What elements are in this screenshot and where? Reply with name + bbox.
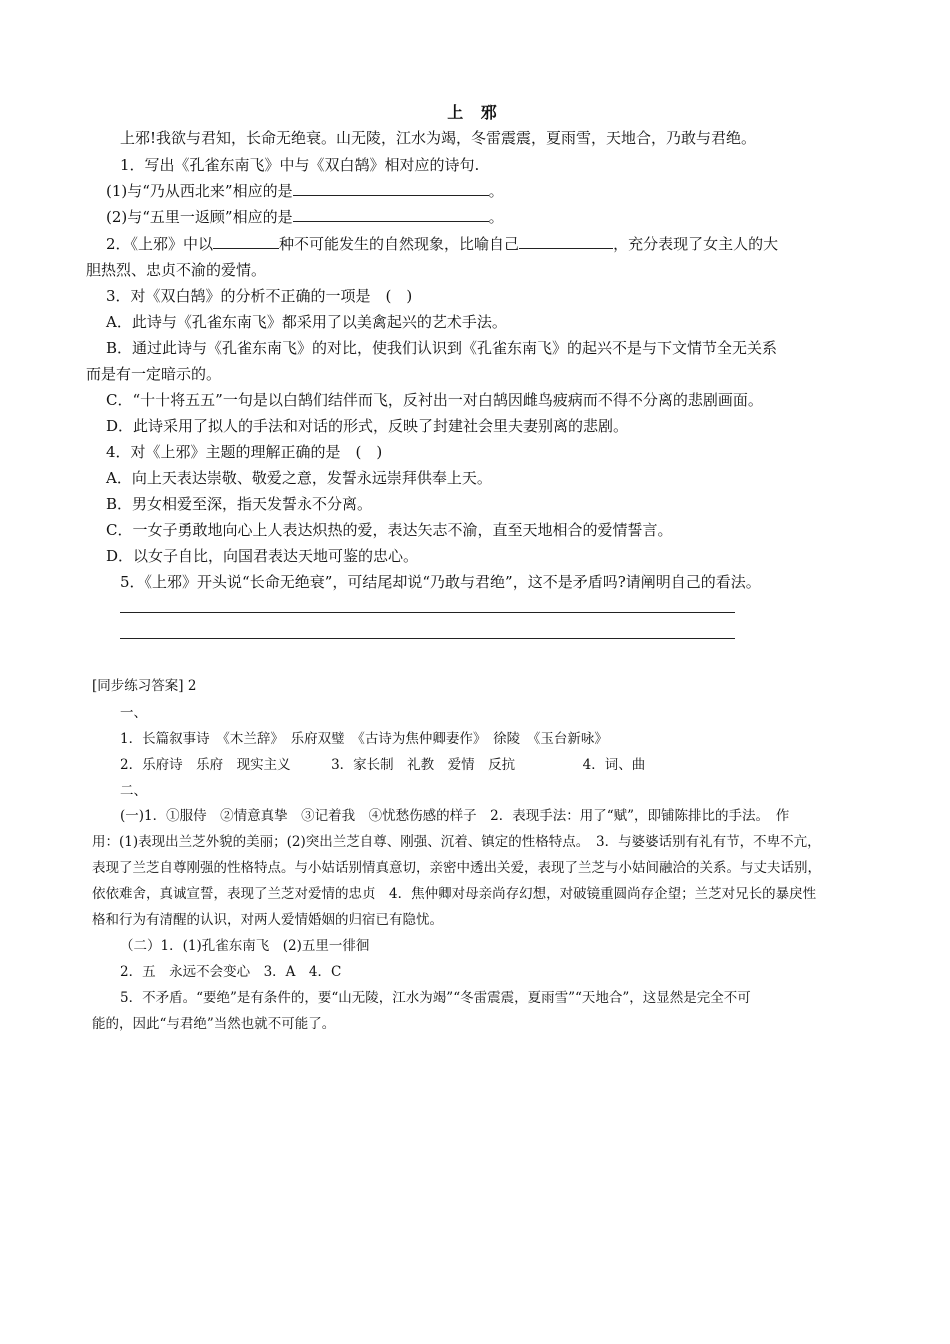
question-1a-suffix: 。: [488, 182, 504, 200]
question-2-suffix: ，充分表现了女主人的大: [613, 235, 779, 253]
answer-line-1: 1．长篇叙事诗 《木兰辞》 乐府双璧 《古诗为焦仲卿妻作》 徐陵 《玉台新咏》: [120, 731, 608, 747]
poem-title: 上 邪: [447, 103, 503, 122]
answer-paragraph-line-2: 用：(1)表现出兰芝外貌的美丽；(2)突出兰芝自尊、刚强、沉着、镇定的性格特点。 3．与婆婆话别有礼有节，不卑不亢，: [92, 834, 821, 850]
question-3-option-a: A．此诗与《孔雀东南飞》都采用了以美禽起兴的艺术手法。: [106, 313, 507, 331]
answer-blank: [519, 234, 613, 249]
question-1a: [106, 181, 504, 201]
question-4-option-c: C．一女子勇敢地向心上人表达炽热的爱，表达矢志不渝，直至天地相合的爱情誓言。: [106, 521, 673, 539]
answer-line: [120, 638, 735, 639]
answer-part-2-line-4: 能的，因此“与君绝”当然也就不可能了。: [92, 1016, 336, 1032]
question-3-option-b: B．通过此诗与《孔雀东南飞》的对比，使我们认识到《孔雀东南飞》的起兴不是与下文情节全无关系: [106, 339, 778, 357]
answers-heading: [同步练习答案] 2: [92, 678, 197, 694]
question-3-option-d: D．此诗采用了拟人的手法和对话的形式，反映了封建社会里夫妻别离的悲剧。: [106, 417, 629, 435]
question-2-label: 2．《上邪》中以: [106, 235, 214, 253]
question-1a-label: (1)与“乃从西北来”相应的是: [106, 182, 293, 200]
question-1b: [106, 207, 504, 227]
answers-section-2: 二、: [120, 783, 147, 799]
answer-blank: [293, 181, 489, 196]
question-4: 4．对《上邪》主题的理解正确的是 ( ): [106, 443, 383, 461]
answer-blank: [213, 234, 279, 249]
question-1b-suffix: 。: [488, 208, 504, 226]
question-1b-label: (2)与“五里一返顾”相应的是: [106, 208, 293, 226]
answer-line: [120, 612, 735, 613]
answer-part-2-line-3: 5．不矛盾。“要绝”是有条件的，要“山无陵，江水为竭”“冬雷震震，夏雨雪”“天地合”，这显然是完全不可: [120, 990, 751, 1006]
question-3-option-b-line2: 而是有一定暗示的。: [86, 365, 222, 383]
question-3-option-c: C．“十十将五五”一句是以白鹄们结伴而飞，反衬出一对白鹄因雌鸟疲病而不得不分离的悲剧画面。: [106, 391, 763, 409]
answer-line-2: 2．乐府诗 乐府 现实主义 3．家长制 礼教 爱情 反抗 4．词、曲: [120, 757, 646, 773]
question-2-middle: 种不可能发生的自然现象，比喻自己: [279, 235, 520, 253]
question-5: 5．《上邪》开头说“长命无绝衰”，可结尾却说“乃敢与君绝”，这不是矛盾吗?请阐明自己的看法。: [120, 573, 761, 591]
answer-paragraph-line-4: 依依难舍，真诚宣誓，表现了兰芝对爱情的忠贞 4．焦仲卿对母亲尚存幻想，对破镜重圆尚存企望；兰芝对兄长的暴戾性: [92, 886, 817, 902]
answer-paragraph-line-1: (一)1．①服侍 ②情意真挚 ③记着我 ④忧愁伤感的样子 2．表现手法：用了“赋”，即铺陈排比的手法。 作: [120, 808, 790, 824]
question-2-line2: 胆热烈、忠贞不渝的爱情。: [86, 261, 267, 279]
question-4-option-a: A．向上天表达崇敬、敬爱之意，发誓永远崇拜供奉上天。: [106, 469, 492, 487]
answer-part-2-line-2: 2．五 永远不会变心 3．A 4．C: [120, 964, 342, 980]
answer-paragraph-line-5: 格和行为有清醒的认识，对两人爱情婚姻的归宿已有隐忧。: [92, 912, 443, 928]
question-2: [106, 234, 778, 254]
question-4-option-d: D．以女子自比，向国君表达天地可鉴的忠心。: [106, 547, 419, 565]
answers-section-1: 一、: [120, 705, 147, 721]
question-1: 1．写出《孔雀东南飞》中与《双白鹄》相对应的诗句.: [120, 156, 480, 174]
question-3: 3．对《双白鹄》的分析不正确的一项是 ( ): [106, 287, 413, 305]
answer-paragraph-line-3: 表现了兰芝自尊刚强的性格特点。与小姑话别情真意切，亲密中透出关爱，表现了兰芝与小姑间融洽的关系。与丈夫话别，: [92, 860, 821, 876]
answer-blank: [293, 207, 489, 222]
answer-part-2-line-1: （二）1．(1)孔雀东南飞 (2)五里一徘徊: [120, 938, 370, 954]
question-4-option-b: B．男女相爱至深，指天发誓永不分离。: [106, 495, 373, 513]
poem-text: 上邪!我欲与君知，长命无绝衰。山无陵，江水为竭，冬雷震震，夏雨雪，天地合，乃敢与君绝。: [120, 129, 757, 147]
